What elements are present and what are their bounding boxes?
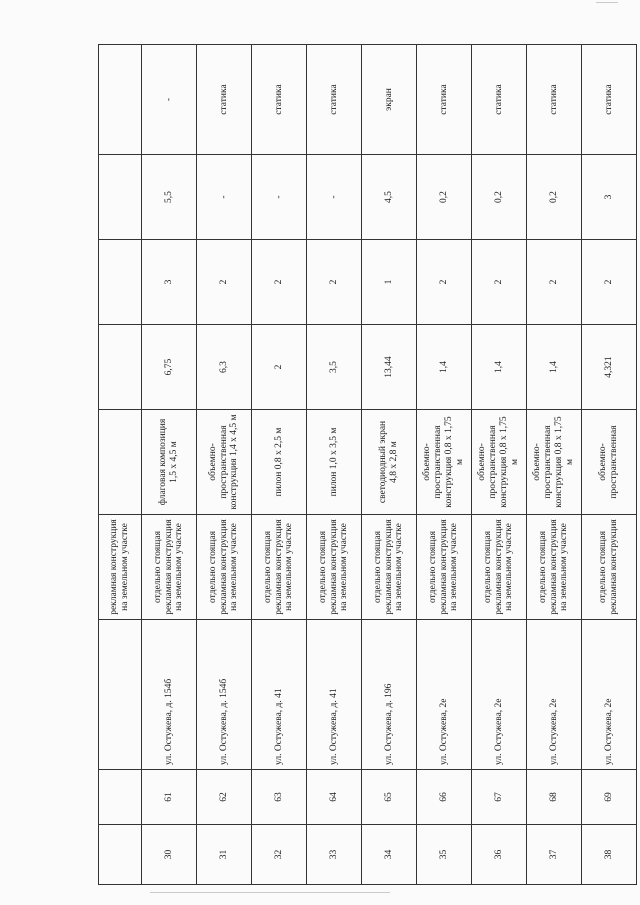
structure-type-cell: отдельно стоящая рекламная конструкция на земельном участке <box>252 515 307 620</box>
design-cell: пилон 1,0 х 3,5 м <box>307 410 362 515</box>
row-number: 32 <box>252 825 307 885</box>
info-cell: статика <box>252 45 307 155</box>
info-cell: статика <box>527 45 582 155</box>
structure-number: 69 <box>582 770 637 825</box>
header-cell-sides <box>99 240 142 325</box>
info-cell: статика <box>417 45 472 155</box>
header-cell-type: рекламная конструкция на земельном участке <box>99 515 142 620</box>
structure-type-cell: отдельно стоящая рекламная конструкция на земельном участке <box>417 515 472 620</box>
area-cell: 3,5 <box>307 325 362 410</box>
height-cell: 4,5 <box>362 155 417 240</box>
structure-number: 68 <box>527 770 582 825</box>
height-cell: 0,2 <box>417 155 472 240</box>
height-cell: 3 <box>582 155 637 240</box>
table-row <box>527 45 582 885</box>
rotated-table-container <box>98 45 619 885</box>
address-cell: ул. Остужева, д. 41 <box>307 620 362 770</box>
height-cell: - <box>197 155 252 240</box>
area-cell: 4,321 <box>582 325 637 410</box>
design-cell: объемно-пространственная <box>582 410 637 515</box>
address-cell: ул. Остужева, д. 41 <box>252 620 307 770</box>
info-cell: статика <box>472 45 527 155</box>
info-cell: статика <box>307 45 362 155</box>
sides-cell: 2 <box>417 240 472 325</box>
table-row <box>142 45 197 885</box>
info-cell: экран <box>362 45 417 155</box>
structure-number: 62 <box>197 770 252 825</box>
structure-number: 61 <box>142 770 197 825</box>
scan-artifact <box>150 892 390 893</box>
row-number: 38 <box>582 825 637 885</box>
area-cell: 1,4 <box>527 325 582 410</box>
area-cell: 1,4 <box>472 325 527 410</box>
info-cell: - <box>142 45 197 155</box>
row-number: 30 <box>142 825 197 885</box>
table-row <box>417 45 472 885</box>
design-cell: пилон 0,8 х 2,5 м <box>252 410 307 515</box>
header-cell-no <box>99 825 142 885</box>
table-row <box>197 45 252 885</box>
row-number: 34 <box>362 825 417 885</box>
height-cell: - <box>252 155 307 240</box>
sides-cell: 2 <box>307 240 362 325</box>
address-cell: ул. Остужева, д. 196 <box>362 620 417 770</box>
address-cell: ул. Остужева, 2е <box>582 620 637 770</box>
structure-type-cell: отдельно стоящая рекламная конструкция на земельном участке <box>362 515 417 620</box>
structure-type-cell: отдельно стоящая рекламная конструкция <box>582 515 637 620</box>
structure-type-cell: отдельно стоящая рекламная конструкция на земельном участке <box>307 515 362 620</box>
design-cell: светодиодный экран 4,8 х 2,8 м <box>362 410 417 515</box>
structure-number: 63 <box>252 770 307 825</box>
info-cell: статика <box>197 45 252 155</box>
address-cell: ул. Остужева, 2е <box>527 620 582 770</box>
area-cell: 13,44 <box>362 325 417 410</box>
area-cell: 6,3 <box>197 325 252 410</box>
sides-cell: 3 <box>142 240 197 325</box>
sides-cell: 2 <box>252 240 307 325</box>
header-cell-height <box>99 155 142 240</box>
structure-number: 67 <box>472 770 527 825</box>
area-cell: 1,4 <box>417 325 472 410</box>
height-cell: 5,5 <box>142 155 197 240</box>
design-cell: объемно-пространственная конструкция 0,8 х 1,75 м <box>417 410 472 515</box>
row-number: 31 <box>197 825 252 885</box>
structure-number: 66 <box>417 770 472 825</box>
table-header-row <box>99 45 142 885</box>
table-row <box>582 45 637 885</box>
sides-cell: 1 <box>362 240 417 325</box>
row-number: 35 <box>417 825 472 885</box>
row-number: 33 <box>307 825 362 885</box>
row-number: 36 <box>472 825 527 885</box>
table-row <box>362 45 417 885</box>
design-cell: флаговая композиция 1,5 х 4,5 м <box>142 410 197 515</box>
area-cell: 6,75 <box>142 325 197 410</box>
address-cell: ул. Остужева, д. 154б <box>197 620 252 770</box>
header-cell-design <box>99 410 142 515</box>
header-cell-area <box>99 325 142 410</box>
table-row <box>307 45 362 885</box>
address-cell: ул. Остужева, 2е <box>472 620 527 770</box>
sides-cell: 2 <box>472 240 527 325</box>
design-cell: объемно-пространственная конструкция 1,4 х 4,5 м <box>197 410 252 515</box>
height-cell: 0,2 <box>472 155 527 240</box>
design-cell: объемно-пространственная конструкция 0,8 х 1,75 м <box>527 410 582 515</box>
header-cell-address <box>99 620 142 770</box>
structure-number: 65 <box>362 770 417 825</box>
sides-cell: 2 <box>582 240 637 325</box>
structure-type-cell: отдельно стоящая рекламная конструкция на земельном участке <box>472 515 527 620</box>
height-cell: - <box>307 155 362 240</box>
sides-cell: 2 <box>197 240 252 325</box>
table-row <box>252 45 307 885</box>
address-cell: ул. Остужева, д. 154б <box>142 620 197 770</box>
advertising-structures-table <box>98 44 637 885</box>
structure-type-cell: отдельно стоящая рекламная конструкция на земельном участке <box>197 515 252 620</box>
header-cell-num <box>99 770 142 825</box>
structure-number: 64 <box>307 770 362 825</box>
area-cell: 2 <box>252 325 307 410</box>
height-cell: 0,2 <box>527 155 582 240</box>
scan-artifact <box>596 2 618 3</box>
header-cell-info <box>99 45 142 155</box>
info-cell: статика <box>582 45 637 155</box>
table-row <box>472 45 527 885</box>
structure-type-cell: отдельно стоящая рекламная конструкция на земельном участке <box>142 515 197 620</box>
design-cell: объемно-пространственная конструкция 0,8 х 1,75 м <box>472 410 527 515</box>
sides-cell: 2 <box>527 240 582 325</box>
structure-type-cell: отдельно стоящая рекламная конструкция на земельном участке <box>527 515 582 620</box>
row-number: 37 <box>527 825 582 885</box>
address-cell: ул. Остужева, 2е <box>417 620 472 770</box>
